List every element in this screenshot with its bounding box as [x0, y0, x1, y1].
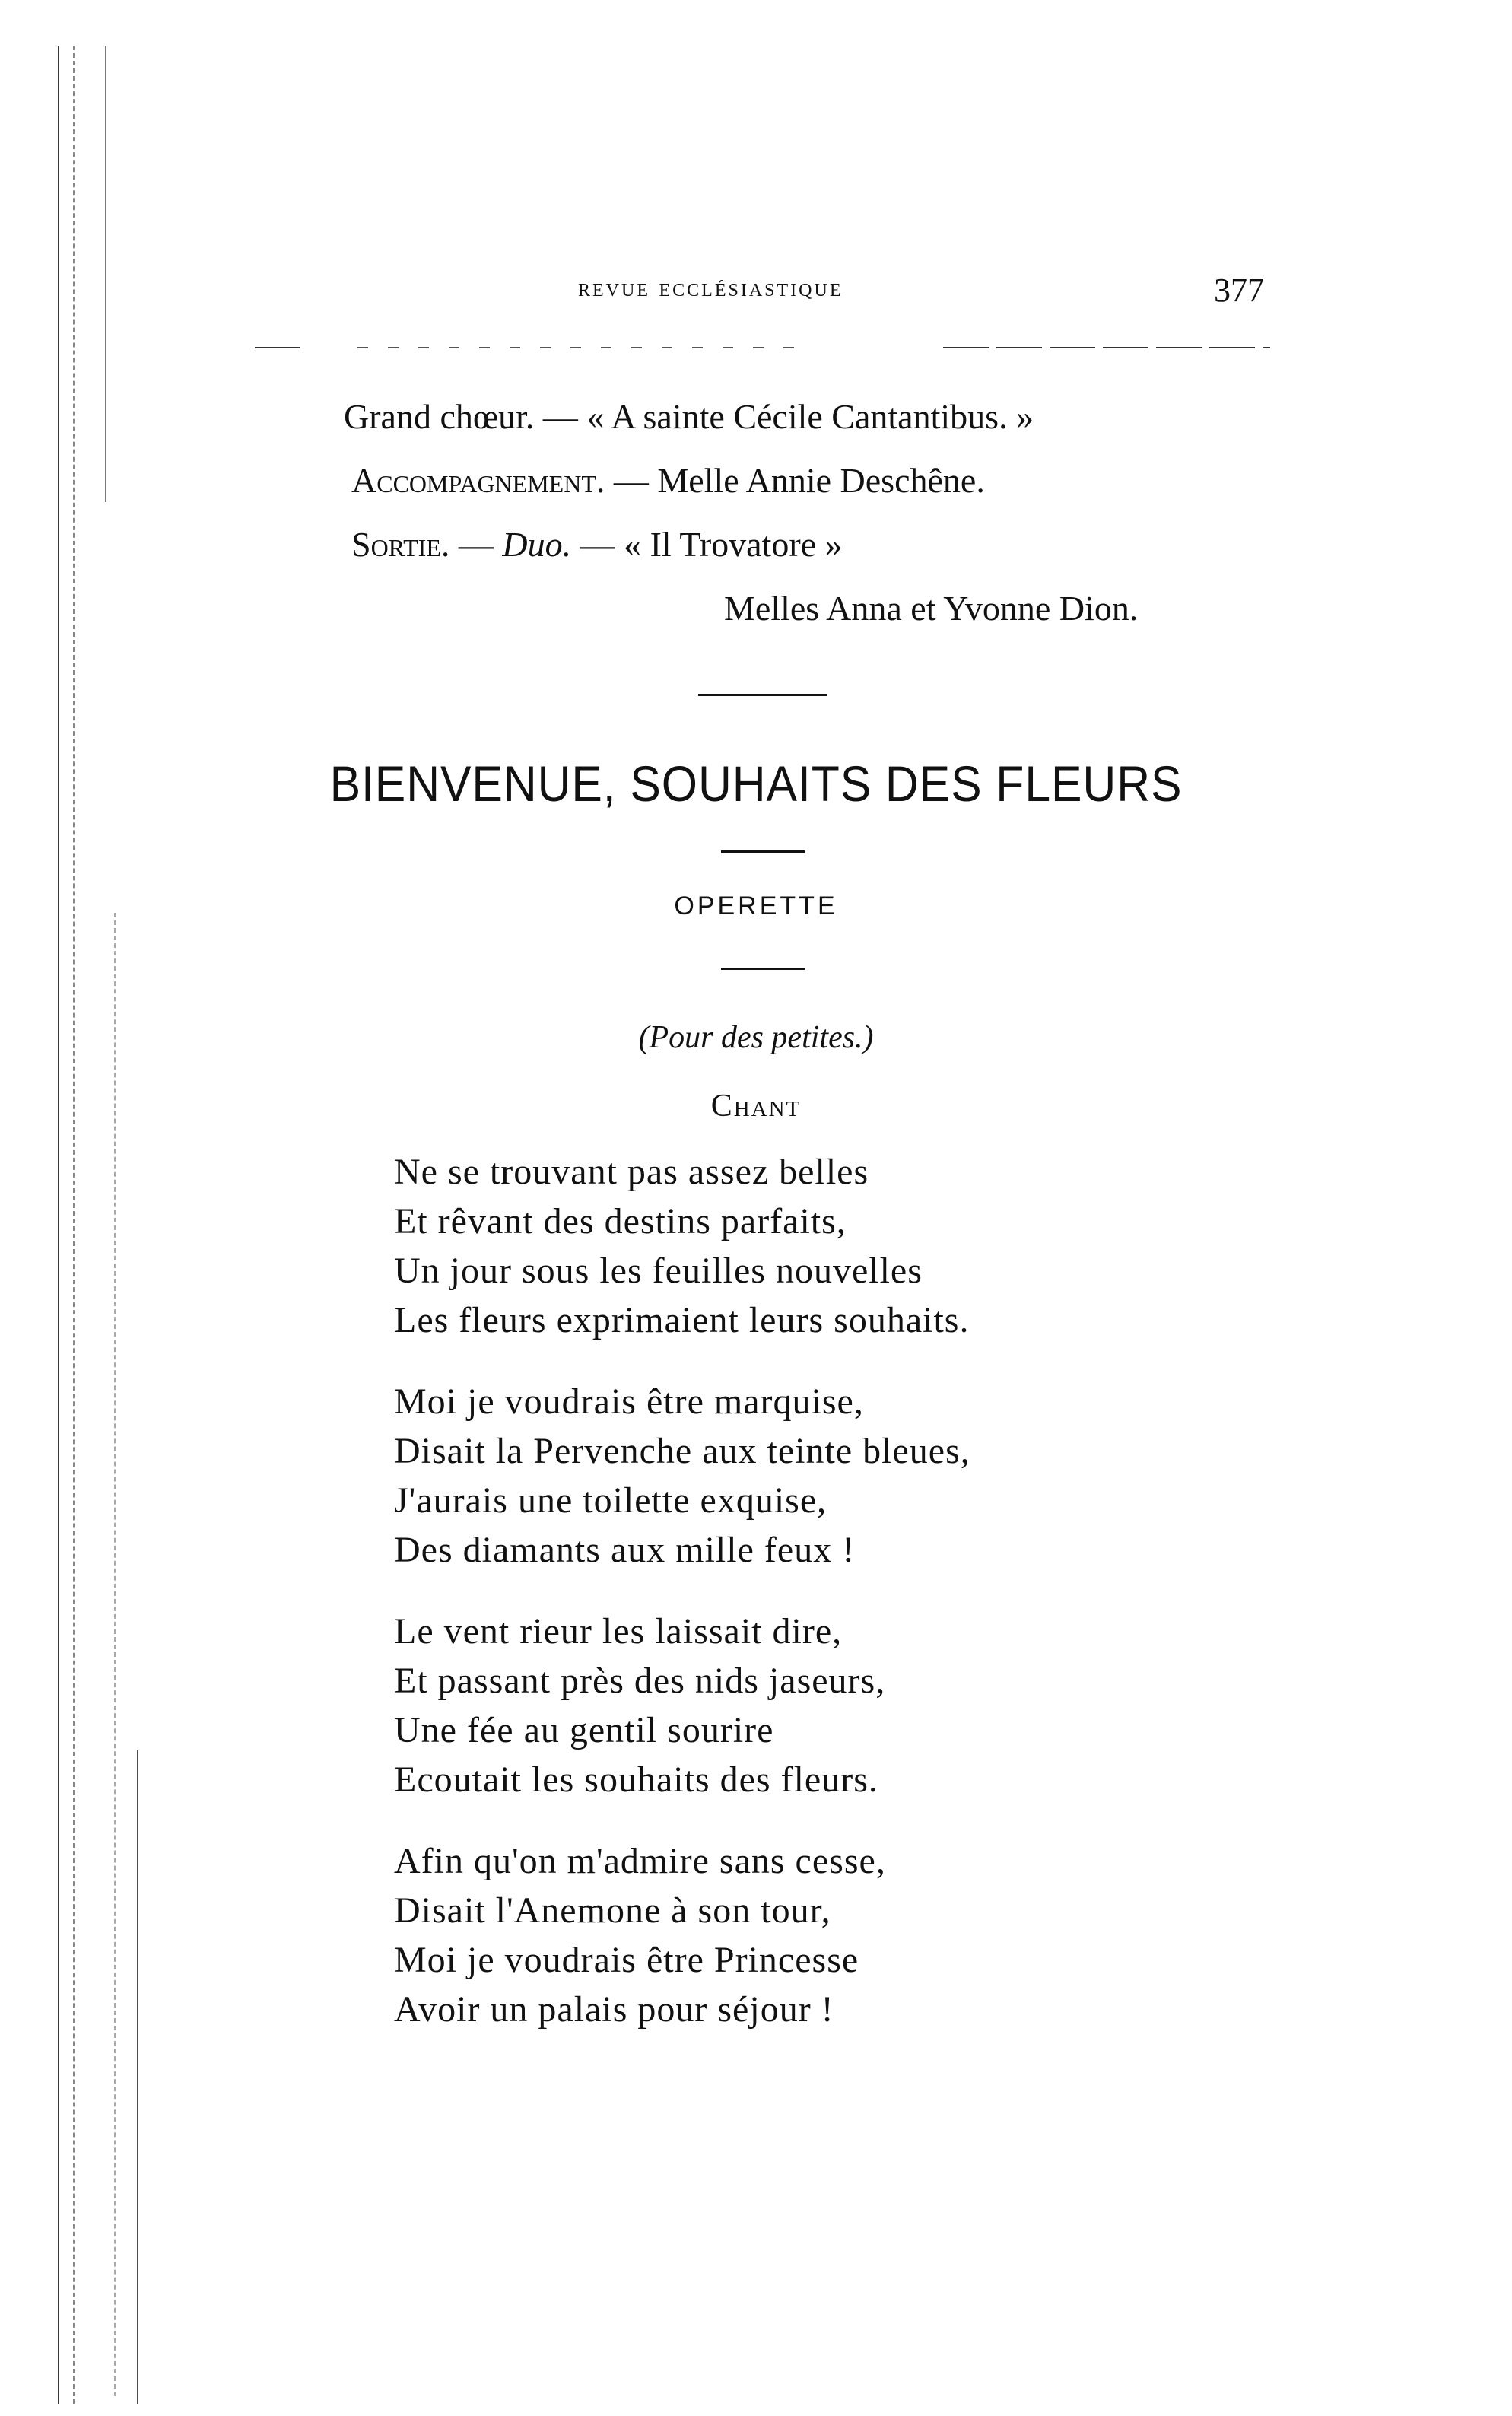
page-title: BIENVENUE, SOUHAITS DES FLEURS — [329, 755, 1183, 812]
stanza — [394, 1147, 970, 1345]
verse-line: Et passant près des nids jaseurs, — [394, 1661, 886, 1701]
program-label: Accompagnement. — [351, 461, 605, 500]
verse-line: Des diamants aux mille feux ! — [394, 1530, 856, 1570]
verse-line: Moi je voudrais être marquise, — [394, 1381, 864, 1422]
program-text: — « A sainte Cécile Cantantibus. » — [542, 397, 1034, 436]
program-label: Grand chœur. — [344, 397, 535, 436]
verse-line: Ne se trouvant pas assez belles — [394, 1152, 869, 1192]
program-line-1 — [344, 385, 1034, 449]
verse-line: Le vent rieur les laissait dire, — [394, 1611, 843, 1651]
performance-note: (Pour des petites.) — [638, 1020, 874, 1055]
head-rule — [943, 347, 1270, 348]
program-text: — « Il Trovatore » — [571, 525, 843, 564]
page-number: 377 — [1214, 272, 1264, 309]
verse-line: Ecoutait les souhaits des fleurs. — [394, 1760, 878, 1800]
program-line-2 — [351, 449, 985, 513]
margin-line — [58, 46, 59, 2404]
head-rule — [255, 347, 300, 348]
program-label: Sortie. — [351, 525, 450, 564]
program-text-italic: Duo. — [502, 525, 572, 564]
verse-line: Disait l'Anemone à son tour, — [394, 1890, 831, 1931]
verse-line: Disait la Pervenche aux teinte bleues, — [394, 1431, 970, 1471]
verse-line: Les fleurs exprimaient leurs souhaits. — [394, 1300, 970, 1340]
head-rule — [357, 347, 814, 348]
poem — [394, 1147, 970, 2066]
program-line-4 — [724, 577, 1138, 641]
verse-line: J'aurais une toilette exquise, — [394, 1480, 827, 1521]
verse-line: Afin qu'on m'admire sans cesse, — [394, 1841, 886, 1881]
program-text: — Melle Annie Deschêne. — [613, 461, 985, 500]
section-heading: Chant — [710, 1089, 802, 1124]
margin-dashed-line — [73, 46, 76, 2404]
verse-line: Une fée au gentil sourire — [394, 1710, 774, 1750]
verse-line: Et rêvant des destins parfaits, — [394, 1201, 847, 1241]
stanza — [394, 1607, 970, 1804]
verse-line: Avoir un palais pour séjour ! — [394, 1989, 834, 2030]
separator-rule — [698, 694, 827, 696]
stanza — [394, 1377, 970, 1575]
program-continuation: Melles Anna et Yvonne Dion. — [724, 589, 1139, 628]
running-head — [0, 274, 1512, 319]
program-text: — — [458, 525, 503, 564]
separator-rule — [721, 850, 805, 853]
separator-rule — [721, 968, 805, 970]
margin-dashed-line — [114, 913, 117, 2396]
verse-line: Moi je voudrais être Princesse — [394, 1940, 859, 1980]
margin-line — [137, 1750, 138, 2404]
verse-line: Un jour sous les feuilles nouvelles — [394, 1251, 923, 1291]
subtitle: OPERETTE — [674, 892, 838, 920]
program-line-3 — [351, 513, 843, 577]
running-title: revue ecclésiastique — [578, 274, 843, 302]
stanza — [394, 1836, 970, 2034]
